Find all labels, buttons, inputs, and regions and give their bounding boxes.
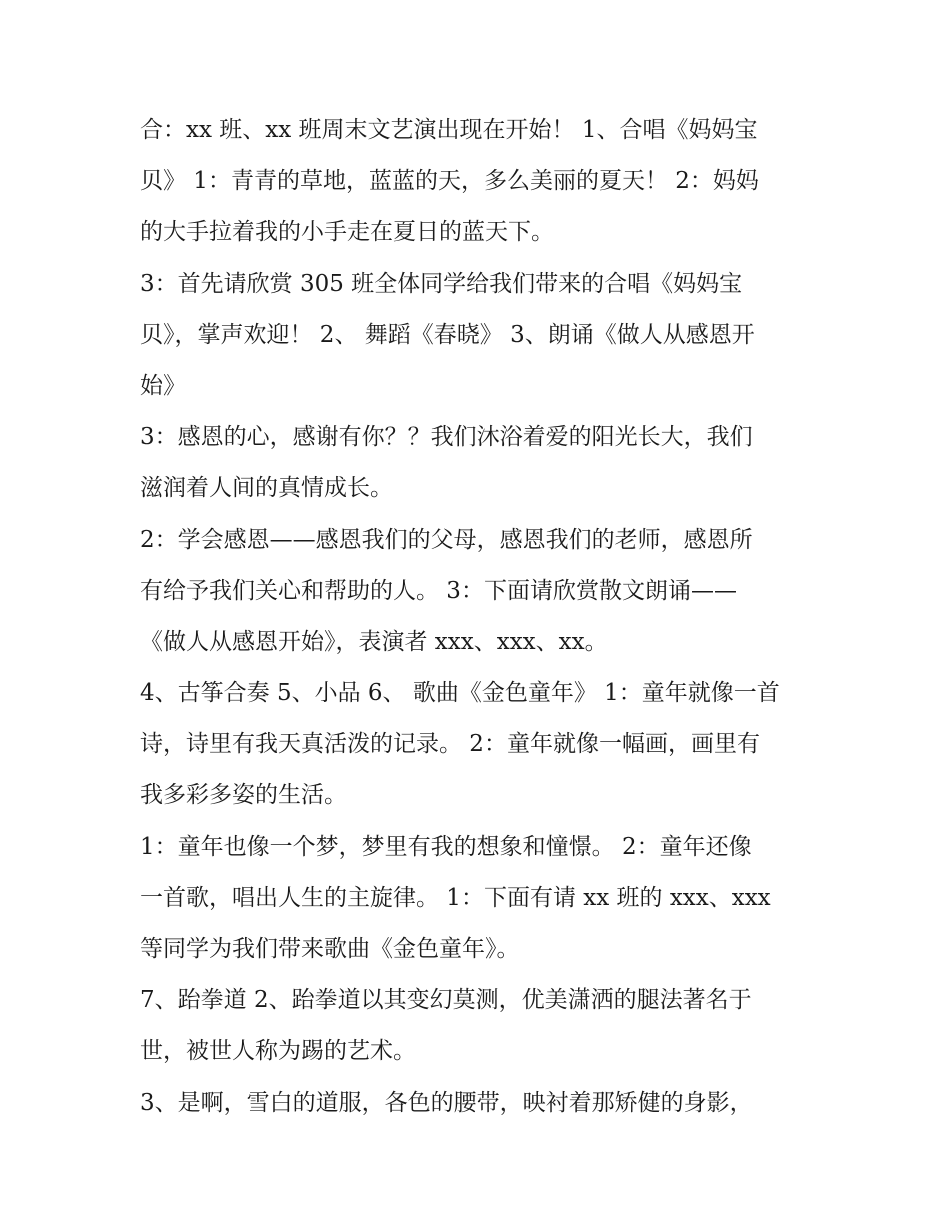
paragraph-opening [140,105,820,259]
text-line: 3：感恩的心，感谢有你？？我们沐浴着爱的阳光长大，我们 [140,424,753,451]
paragraph-gratitude [140,412,820,514]
document-body [140,105,820,1129]
text-line: 7、跆拳道 2、跆拳道以其变幻莫测，优美潇洒的腿法著名于 [140,987,752,1014]
text-line: 3：首先请欣赏 305 班全体同学给我们带来的合唱《妈妈宝 [140,270,743,297]
text-line: 4、古筝合奏 5、小品 6、 歌曲《金色童年》 1：童年就像一首 [140,680,780,707]
text-line: 等同学为我们带来歌曲《金色童年》。 [140,936,520,962]
text-line: 《做人从感恩开始》，表演者 xxx、xxx、xx。 [140,628,608,655]
text-line: 的大手拉着我的小手走在夏日的蓝天下。 [140,219,554,246]
text-line: 贝》，掌声欢迎！ 2、 舞蹈《春晓》 3、朗诵《做人从感恩开 [140,321,755,348]
paragraph-uniform [140,1078,820,1129]
paragraph-childhood-poem [140,668,820,822]
text-line: 贝》 1：青青的草地，蓝蓝的天，多么美丽的夏天！ 2：妈妈 [140,168,759,195]
text-line: 1：童年也像一个梦，梦里有我的想象和憧憬。 2：童年还像 [140,833,752,860]
text-line: 合：xx 班、xx 班周末文艺演出现在开始！ 1、合唱《妈妈宝 [140,117,758,143]
paragraph-childhood-song [140,822,820,976]
text-line: 世，被世人称为踢的艺术。 [140,1038,416,1065]
paragraph-taekwondo [140,975,820,1077]
text-line: 我多彩多姿的生活。 [140,782,347,809]
paragraph-recitation-intro [140,515,820,669]
text-line: 始》 [140,372,186,399]
text-line: 一首歌，唱出人生的主旋律。 1：下面有请 xx 班的 xxx、xxx [140,884,771,911]
text-line: 有给予我们关心和帮助的人。 3：下面请欣赏散文朗诵—— [140,577,737,604]
text-line: 3、是啊，雪白的道服，各色的腰带，映衬着那矫健的身影， [140,1089,753,1116]
text-line: 2：学会感恩——感恩我们的父母，感恩我们的老师，感恩所 [140,526,753,553]
text-line: 滋润着人间的真情成长。 [140,475,393,502]
text-line: 诗，诗里有我天真活泼的记录。 2：童年就像一幅画，画里有 [140,731,760,758]
paragraph-chorus-intro [140,259,820,413]
